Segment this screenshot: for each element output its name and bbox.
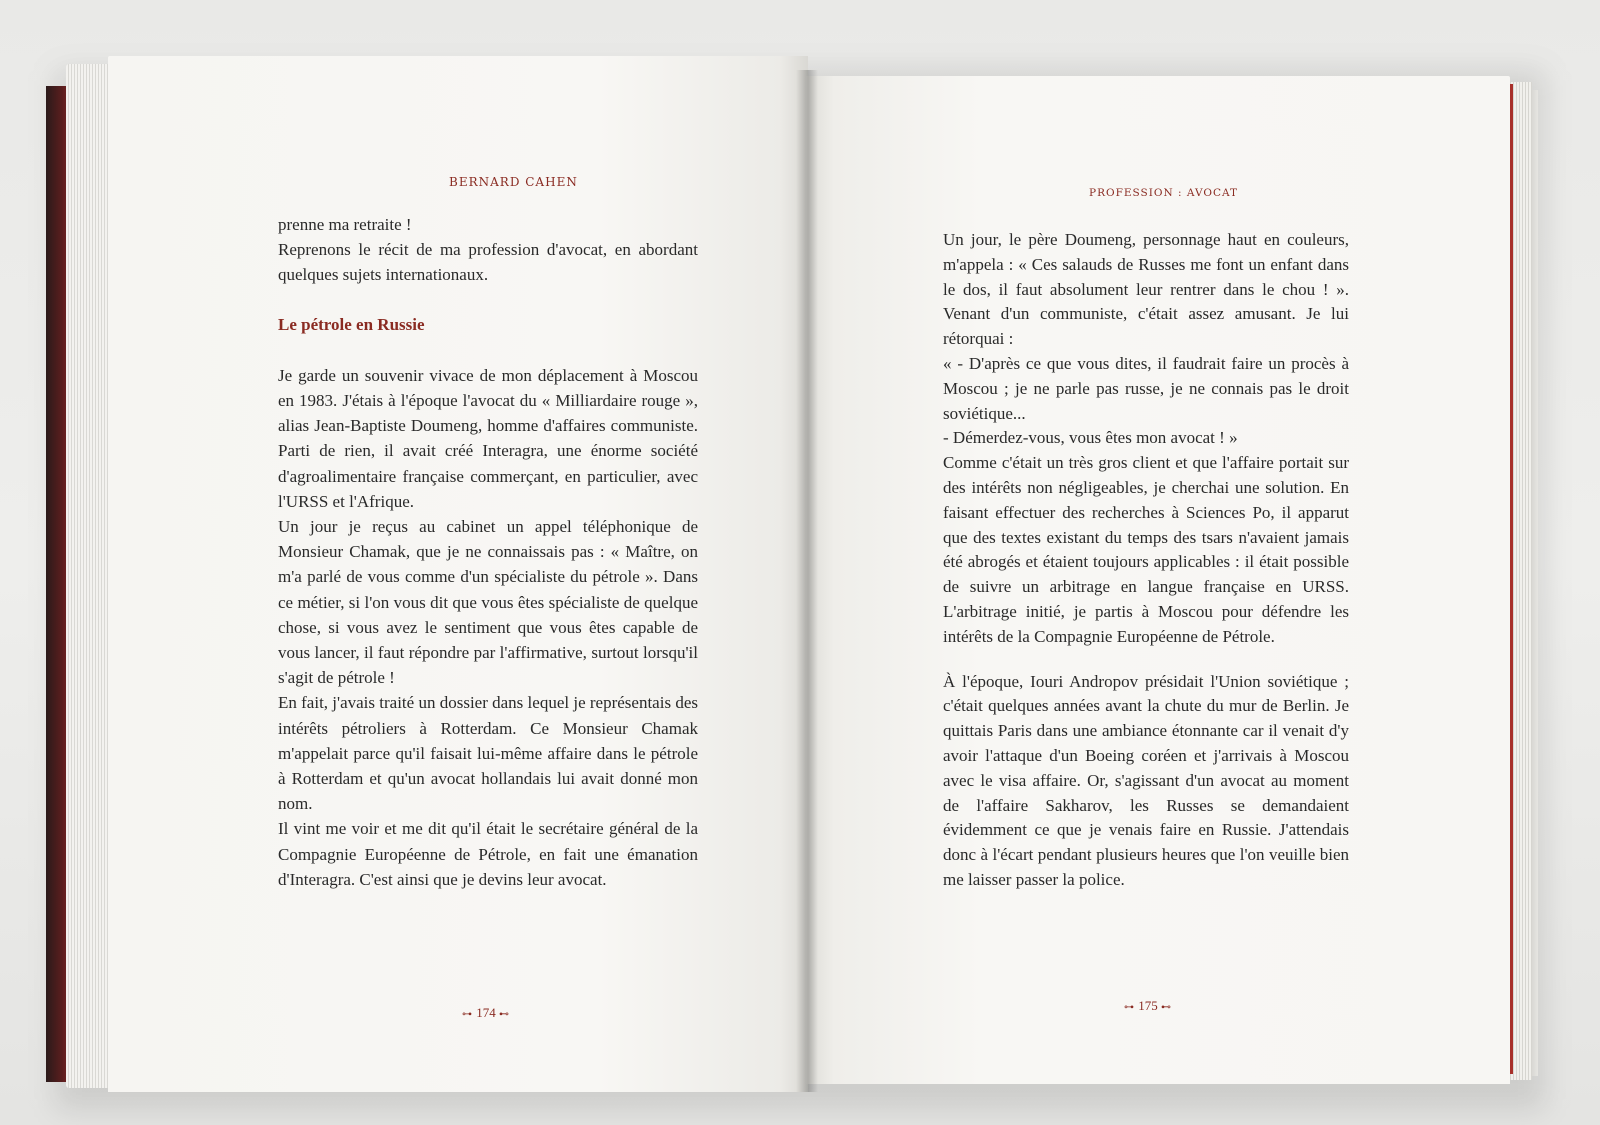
paragraph: En fait, j'avais traité un dossier dans lequel je représentais des intérêts pétroliers à Rotterdam. Ce Monsieur Chamak m'appelait parce qu'il faisait lui-même affaire dans le pétrole à Rotterdam et qu'un avocat hollandais lui avait donné mon nom. (278, 693, 698, 814)
running-head-left: BERNARD CAHEN (449, 175, 578, 189)
paragraph: Comme c'était un très gros client et que l'affaire portait sur des intérêts non négligeables, je cherchai une solution. En faisant effectuer des recherches à Sciences Po, il apparut que des textes existant du temps des tsars n'avaient jamais été abrogés et étaient toujours applicables : il était possible de suivre un arbitrage en langue française en URSS. L'arbitrage initié, je partis à Moscou pour défendre les intérêts de la Compagnie Européenne de Pétrole. (943, 453, 1349, 646)
paragraph: Il vint me voir et me dit qu'il était le secrétaire général de la Compagnie Européenne de Pétrole, en fait une émanation d'Interagra. C'est ainsi que je devins leur avocat. (278, 819, 698, 889)
paragraph: Je garde un souvenir vivace de mon déplacement à Moscou en 1983. J'étais à l'époque l'avocat du « Milliardaire rouge », alias Jean-Baptiste Doumeng, homme d'affaires communiste. Parti de rien, il avait créé Interagra, une énorme société d'agroalimentaire française commerçant, en particulier, avec l'URSS et l'Afrique. (278, 365, 698, 511)
paragraph: prenne ma retraite ! (278, 215, 412, 234)
ornament-icon: ⊶ (1124, 1002, 1135, 1013)
book-gutter (796, 70, 818, 1092)
running-head-right: PROFESSION : AVOCAT (1089, 187, 1238, 199)
section-heading: Le pétrole en Russie (278, 314, 425, 334)
ornament-icon: ⊷ (499, 1009, 510, 1020)
paragraph: À l'époque, Iouri Andropov présidait l'Union soviétique ; c'était quelques années avant la chute du mur de Berlin. Je quittais Paris dans une ambiance étonnante car il venait d'y avoir l'attaque d'un Boeing coréen et j'arrivais à Moscou avec le visa affaire. Or, s'agissant d'un avocat au moment de l'affaire Sakharov, les Russes se demandaient évidemment ce que je venais faire en Russie. J'attendais donc à l'écart pendant plusieurs heures que l'on veuille bien me laisser passer la police. (943, 671, 1349, 889)
page-number: 174 (476, 1005, 496, 1020)
page-number: 175 (1138, 998, 1158, 1013)
ornament-icon: ⊶ (462, 1009, 473, 1020)
page-number-left (462, 1005, 510, 1021)
right-page-text (943, 228, 1349, 893)
paragraph: Un jour je reçus au cabinet un appel téléphonique de Monsieur Chamak, que je ne connaissais pas : « Maître, on m'a parlé de vous comme d'un spécialiste du pétrole ». Dans ce métier, si l'on vous dit que vous êtes spécialiste de quelque chose, si vous avez le sentiment que vous êtes capable de vous lancer, il faut répondre par l'affirmative, surtout lorsqu'il s'agit de pétrole ! (278, 517, 698, 688)
red-ribbon-edge (1510, 84, 1513, 1074)
ornament-icon: ⊷ (1161, 1002, 1172, 1013)
page-number-right (1124, 998, 1172, 1014)
left-page-text (278, 212, 698, 892)
paragraph: - Démerdez-vous, vous êtes mon avocat ! » (943, 428, 1238, 448)
paragraph: Un jour, le père Doumeng, personnage haut en couleurs, m'appela : « Ces salauds de Russes me font un enfant dans le dos, il faut absolument leur rentrer dans le chou ! ». Venant d'un communiste, c'était assez amusant. Je lui rétorquai : (943, 230, 1349, 349)
paragraph: Reprenons le récit de ma profession d'avocat, en abordant quelques sujets internationaux. (278, 240, 698, 285)
paragraph-gap (943, 650, 1349, 670)
paragraph: « - D'après ce que vous dites, il faudrait faire un procès à Moscou ; je ne parle pas russe, je ne connais pas le droit soviétique... (943, 353, 1349, 423)
